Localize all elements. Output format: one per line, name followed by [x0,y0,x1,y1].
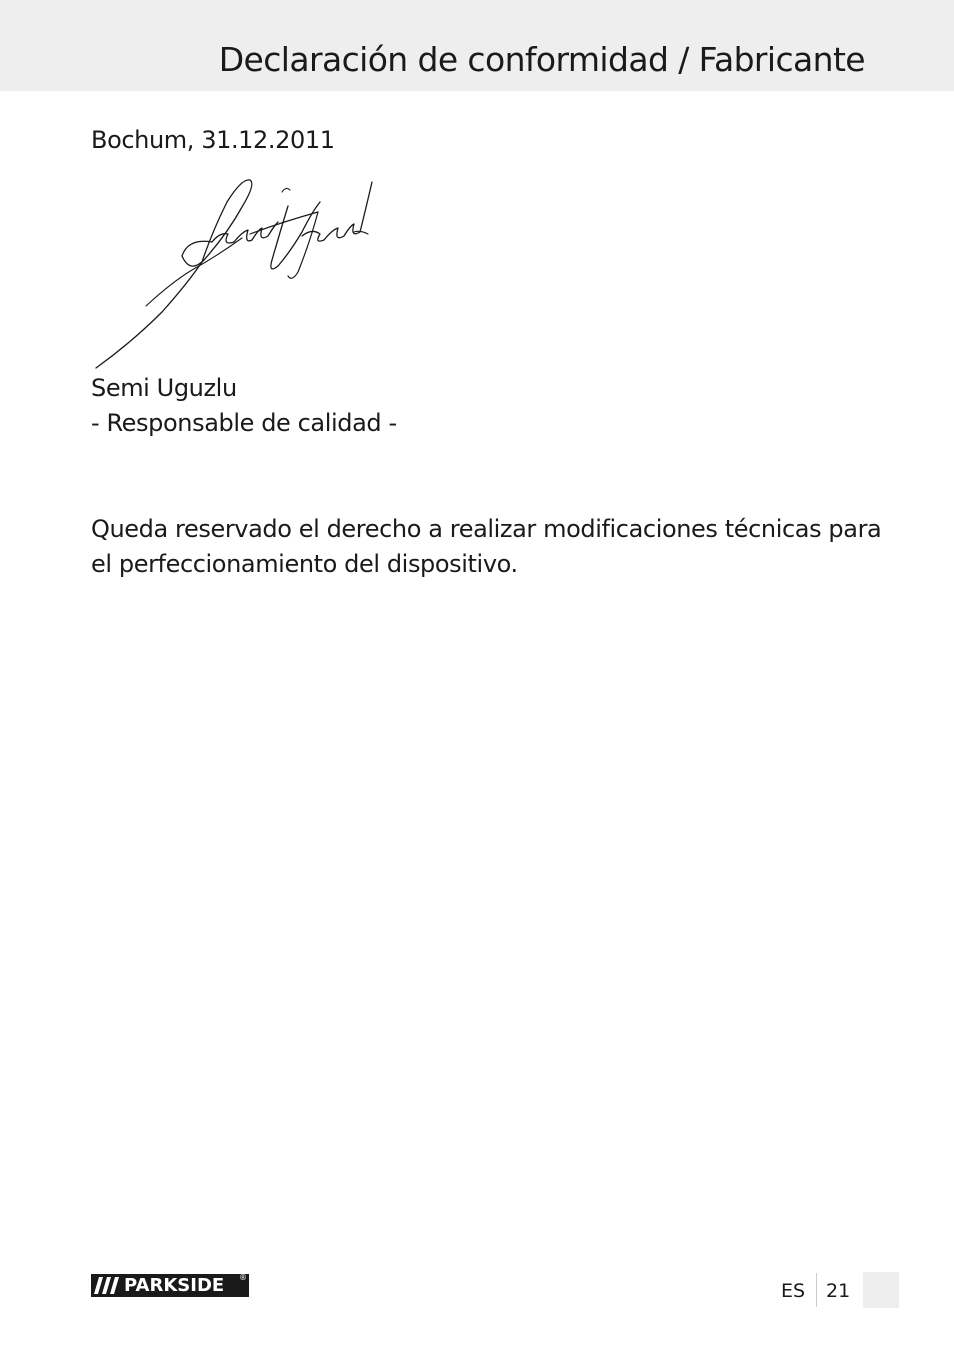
page-title: Declaración de conformidad / Fabricante [218,40,865,79]
notice-line-1: Queda reservado el derecho a realizar modificaciones técnicas para [91,515,882,543]
footer-divider [816,1273,817,1307]
signature-image [92,172,377,372]
logo-slashes-icon [93,1274,123,1297]
signatory-role: - Responsable de calidad - [91,409,397,437]
footer-language: ES [781,1280,806,1302]
notice-line-2: el perfeccionamiento del dispositivo. [91,550,518,578]
page-number: 21 [826,1280,851,1302]
footer-tab [863,1272,899,1308]
place-date: Bochum, 31.12.2011 [91,126,335,154]
registered-mark: ® [239,1273,247,1282]
signatory-name: Semi Uguzlu [91,374,237,402]
parkside-logo [91,1274,249,1297]
logo-text: PARKSIDE [124,1275,225,1296]
